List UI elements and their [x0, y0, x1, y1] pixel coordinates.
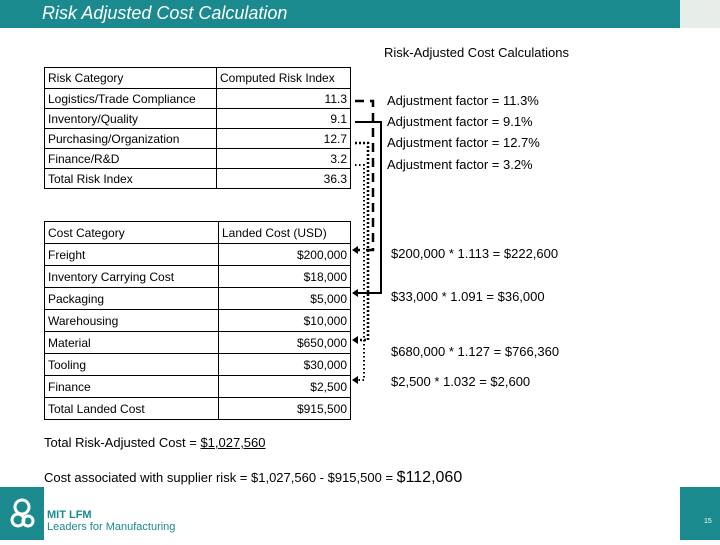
cost-total-value: $915,500 [219, 398, 351, 420]
total-value: $1,027,560 [200, 435, 266, 450]
supplier-risk-cost [44, 469, 462, 487]
risk-category-cell: Logistics/Trade Compliance [45, 89, 217, 109]
cost-category-cell: Freight [45, 244, 219, 266]
connector-dash [355, 101, 373, 250]
adjustment-factor: Adjustment factor = 12.7% [387, 135, 540, 150]
brand-line-1: MIT LFM [47, 509, 92, 521]
cost-category-cell: Material [45, 332, 219, 354]
adjustment-factor: Adjustment factor = 9.1% [387, 114, 533, 129]
risk-index-cell: 12.7 [217, 129, 351, 149]
landed-cost-cell: $5,000 [219, 288, 351, 310]
arrow-head [352, 376, 358, 384]
section-subtitle: Risk-Adjusted Cost Calculations [384, 45, 569, 60]
risk-adjusted-calculation: $680,000 * 1.127 = $766,360 [391, 344, 560, 359]
landed-cost-cell: $200,000 [219, 244, 351, 266]
risk-adjusted-calculation: $2,500 * 1.032 = $2,600 [391, 374, 531, 389]
arrow-head [352, 336, 358, 344]
column-header: Cost Category [45, 222, 219, 244]
landed-cost-cell: $650,000 [219, 332, 351, 354]
total-risk-adjusted-cost [44, 435, 266, 450]
risk-index-cell: 11.3 [217, 89, 351, 109]
footer-corner [680, 487, 720, 540]
cost-total-label: Total Landed Cost [45, 398, 219, 420]
risk-category-cell: Finance/R&D [45, 149, 217, 169]
adjustment-factor: Adjustment factor = 11.3% [387, 93, 539, 108]
page-title: Risk Adjusted Cost Calculation [42, 3, 288, 23]
landed-cost-cell: $18,000 [219, 266, 351, 288]
landed-cost-cell: $10,000 [219, 310, 351, 332]
total-label: Total Risk-Adjusted Cost = [44, 435, 201, 450]
landed-cost-cell: $30,000 [219, 354, 351, 376]
risk-total-value: 36.3 [217, 169, 351, 189]
supplier-value: $112,060 [396, 469, 463, 486]
brand-text [47, 509, 175, 533]
supplier-label: Cost associated with supplier risk = $1,027,560 - $915,500 = [44, 470, 397, 485]
cost-category-cell: Packaging [45, 288, 219, 310]
page-number: 15 [704, 518, 712, 525]
cost-category-cell: Tooling [45, 354, 219, 376]
connector-dotted [355, 143, 368, 340]
connector-dotted-thin [355, 165, 364, 380]
risk-total-label: Total Risk Index [45, 169, 217, 189]
risk-category-cell: Purchasing/Organization [45, 129, 217, 149]
logo-block [0, 487, 44, 540]
column-header: Risk Category [45, 68, 217, 89]
landed-cost-cell: $2,500 [219, 376, 351, 398]
brand-line-2: Leaders for Manufacturing [47, 521, 176, 533]
risk-adjusted-calculation: $33,000 * 1.091 = $36,000 [391, 289, 545, 304]
column-header: Computed Risk Index [217, 68, 351, 89]
cost-category-cell: Finance [45, 376, 219, 398]
arrow-head [352, 246, 358, 254]
risk-adjusted-calculation: $200,000 * 1.113 = $222,600 [391, 246, 559, 261]
risk-category-cell: Inventory/Quality [45, 109, 217, 129]
risk-index-cell: 9.1 [217, 109, 351, 129]
lfm-logo-icon [0, 487, 44, 540]
risk-index-cell: 3.2 [217, 149, 351, 169]
adjustment-factor: Adjustment factor = 3.2% [387, 157, 533, 172]
arrow-head [352, 289, 358, 297]
column-header: Landed Cost (USD) [219, 222, 351, 244]
cost-category-cell: Warehousing [45, 310, 219, 332]
cost-category-cell: Inventory Carrying Cost [45, 266, 219, 288]
